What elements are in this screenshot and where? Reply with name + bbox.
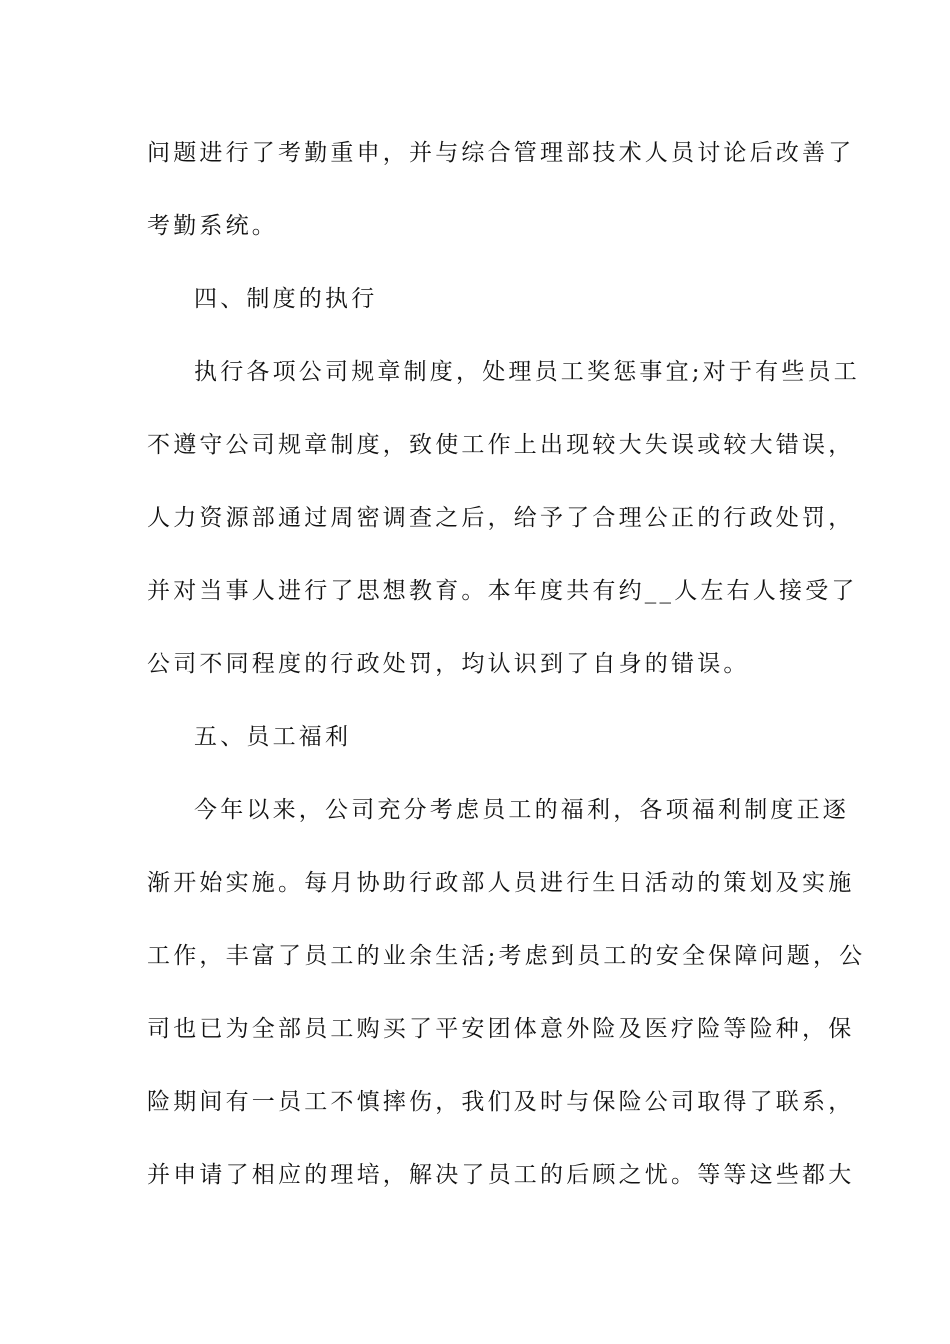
paragraph-line-2: 考勤系统。 <box>147 213 278 239</box>
section-heading-5: 五、员工福利 <box>194 724 352 750</box>
paragraph-line-9: 渐开始实施。每月协助行政部人员进行生日活动的策划及实施 <box>147 870 855 896</box>
paragraph-line-5: 人力资源部通过周密调查之后，给予了合理公正的行政处罚， <box>147 505 855 531</box>
paragraph-line-10: 工作，丰富了员工的业余生活;考虑到员工的安全保障问题，公 <box>147 943 866 969</box>
paragraph-line-12: 险期间有一员工不慎摔伤，我们及时与保险公司取得了联系， <box>147 1089 855 1115</box>
paragraph-line-7: 公司不同程度的行政处罚，均认识到了自身的错误。 <box>147 651 750 677</box>
paragraph-line-8: 今年以来，公司充分考虑员工的福利，各项福利制度正逐 <box>194 797 849 823</box>
paragraph-line-3: 执行各项公司规章制度，处理员工奖惩事宜;对于有些员工 <box>194 359 860 385</box>
paragraph-line-6: 并对当事人进行了思想教育。本年度共有约__人左右人接受了 <box>147 578 858 604</box>
paragraph-line-4: 不遵守公司规章制度，致使工作上出现较大失误或较大错误， <box>147 432 855 458</box>
section-heading-4: 四、制度的执行 <box>194 286 378 312</box>
paragraph-line-1: 问题进行了考勤重申，并与综合管理部技术人员讨论后改善了 <box>147 140 855 166</box>
paragraph-line-11: 司也已为全部员工购买了平安团体意外险及医疗险等险种，保 <box>147 1016 855 1042</box>
paragraph-line-13: 并申请了相应的理培，解决了员工的后顾之忧。等等这些都大 <box>147 1162 855 1188</box>
